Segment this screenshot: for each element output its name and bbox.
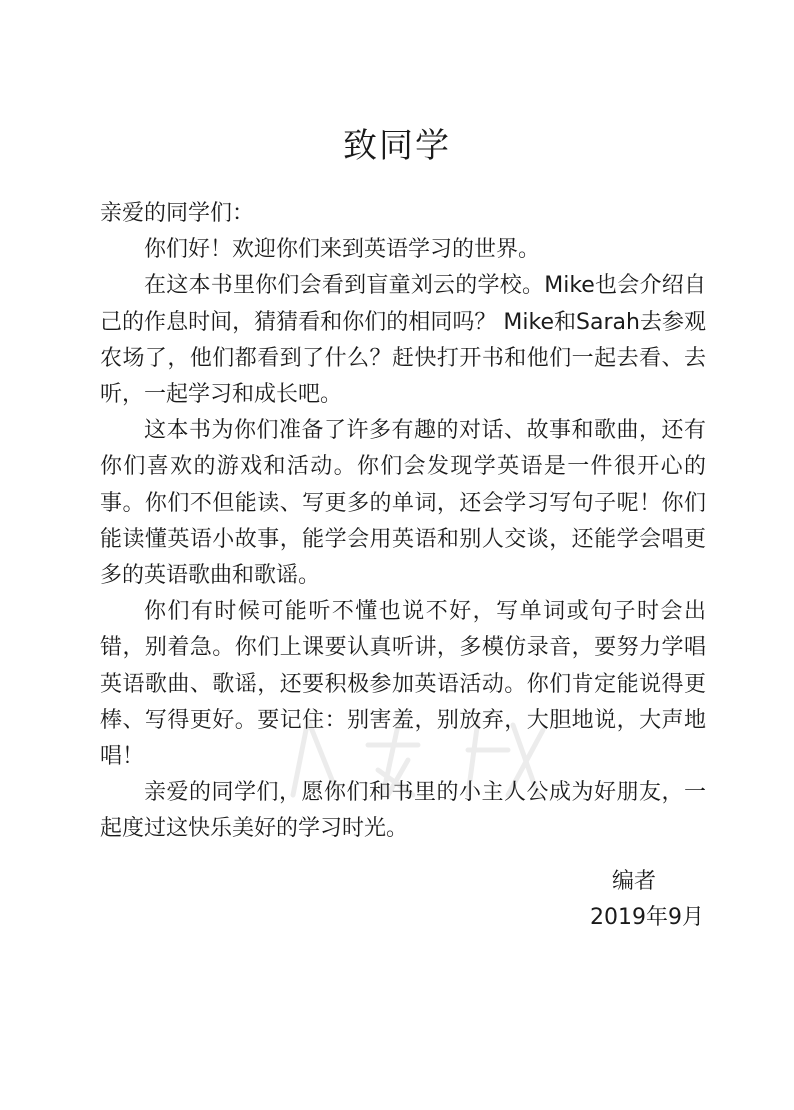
paragraph-3: 这本书为你们准备了许多有趣的对话、故事和歌曲，还有你们喜欢的游戏和活动。你们会发现学英语是一件很开心的事。你们不但能读、写更多的单词，还会学习写句子呢！你们能读懂英语小故事，能学会用英语和别人交谈，还能学会唱更多的英语歌曲和歌谣。 [100, 418, 706, 589]
salutation: 亲爱的同学们： [100, 201, 255, 226]
signature-date: 2019年9月 [590, 905, 704, 930]
paragraph-4: 你们有时候可能听不懂也说不好，写单词或句子时会出错，别着急。你们上课要认真听讲，多模仿录音，要努力学唱英语歌曲、歌谣，还要积极参加英语活动。你们肯定能说得更棒、写得更好。要记住：别害羞，别放弃，大胆地说，大声地唱！ [100, 599, 706, 770]
page-title: 致同学 [343, 126, 451, 166]
paragraph-5: 亲爱的同学们，愿你们和书里的小主人公成为好朋友，一起度过这快乐美好的学习时光。 [100, 780, 706, 842]
paragraph-1: 你们好！欢迎你们来到英语学习的世界。 [144, 237, 541, 263]
signature-author: 编者 [611, 869, 656, 894]
signature-block [590, 864, 704, 936]
paragraph-2: 在这本书里你们会看到盲童刘云的学校。Mike也会介绍自己的作息时间，猜猜看和你们的相同吗？ Mike和Sarah去参观农场了，他们都看到了什么？赶快打开书和他们一起去看、去听，一起学习和成长吧。 [100, 273, 706, 408]
letter-body [100, 196, 706, 848]
